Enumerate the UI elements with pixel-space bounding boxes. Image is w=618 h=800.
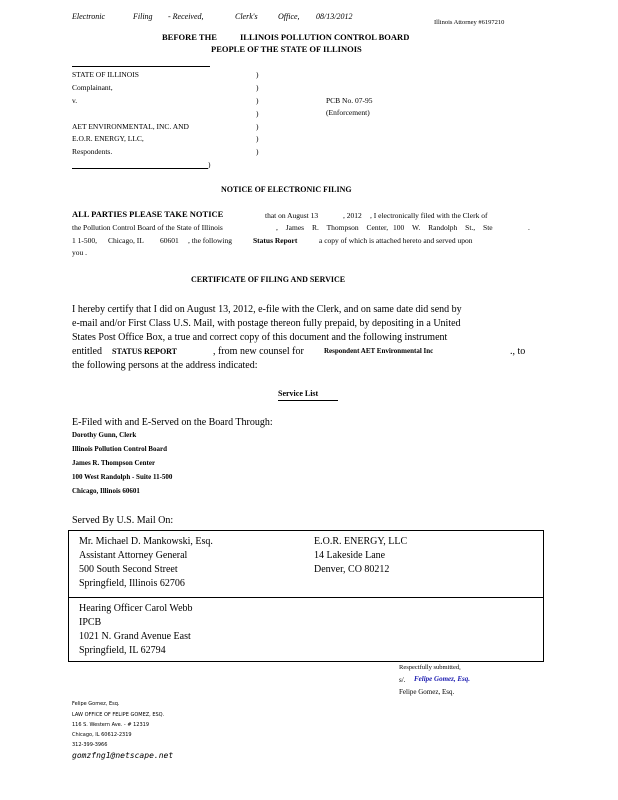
attorney-number: Illinois Attorney #6197210 <box>434 19 505 26</box>
notice-text: you . <box>72 248 87 257</box>
caption-plaintiff: STATE OF ILLINOIS <box>72 70 139 79</box>
signer-name: Felipe Gomez, Esq. <box>399 688 455 696</box>
caption-respondents: Respondents. <box>72 147 113 156</box>
certificate-respondent: Respondent AET Environmental Inc <box>324 347 434 355</box>
certificate-document: STATUS REPORT <box>112 347 177 356</box>
notice-title: NOTICE OF ELECTRONIC FILING <box>221 185 352 194</box>
certificate-line: the following persons at the address indicated: <box>72 360 258 371</box>
clerk-line: 100 West Randolph - Suite 11-500 <box>72 473 173 481</box>
caption-defendant1: AET ENVIRONMENTAL, INC. AND <box>72 122 189 131</box>
caption-paren: ) <box>256 122 259 131</box>
certificate-line: I hereby certify that I did on August 13, 2012, e-file with the Clerk, and on same date did send by <box>72 304 462 315</box>
heading-people: PEOPLE OF THE STATE OF ILLINOIS <box>211 44 362 54</box>
caption-v: v. <box>72 96 78 105</box>
clerk-line: Chicago, Illinois 60601 <box>72 487 140 495</box>
party-address-line: 1021 N. Grand Avenue East <box>79 631 191 642</box>
heading-before-the: BEFORE THE <box>162 32 217 42</box>
caption-paren: ) <box>256 147 259 156</box>
notice-text: the Pollution Control Board of the State of Illinois <box>72 223 223 232</box>
stamp-electronic: Electronic <box>72 12 106 21</box>
stamp-date: 08/13/2012 <box>316 12 353 21</box>
notice-text: . <box>528 223 530 232</box>
notice-text: , the following <box>188 236 232 245</box>
certificate-title: CERTIFICATE OF FILING AND SERVICE <box>191 275 346 284</box>
party-address-line: Denver, CO 80212 <box>314 564 390 575</box>
stamp-office: Office, <box>278 12 300 21</box>
notice-text: 1 1-500, <box>72 236 97 245</box>
service-list-underline <box>278 400 338 401</box>
caption-paren: ) <box>256 96 259 105</box>
caption-paren: ) <box>256 109 259 118</box>
notice-text: , James R. Thompson Center, <box>276 223 389 232</box>
mail-heading: Served By U.S. Mail On: <box>72 515 174 526</box>
case-type: (Enforcement) <box>326 108 370 117</box>
caption-paren: ) <box>256 134 259 143</box>
case-number: PCB No. 07-95 <box>326 96 373 105</box>
footer-line: 116 S. Western Ave. - # 12319 <box>72 722 149 728</box>
party-address-line: Hearing Officer Carol Webb <box>79 603 193 614</box>
footer-line: Felipe Gomez, Esq. <box>72 701 120 707</box>
certificate-line: , from new counsel for <box>213 346 304 357</box>
certificate-line: States Post Office Box, a true and correct copy of this document and the following instrument <box>72 332 448 343</box>
party-address-line: 14 Lakeside Lane <box>314 550 386 561</box>
stamp-clerks: Clerk's <box>235 12 258 21</box>
certificate-line: e-mail and/or First Class U.S. Mail, with postage thereon fully prepaid, by depositing in a United <box>72 318 461 329</box>
notice-lead: ALL PARTIES PLEASE TAKE NOTICE <box>72 209 224 219</box>
caption-bottom-rule <box>72 168 208 169</box>
stamp-received: - Received, <box>168 12 204 21</box>
footer-line: 312-399-3966 <box>72 742 108 748</box>
notice-document: Status Report <box>253 236 298 245</box>
notice-text: a copy of which is attached hereto and served upon <box>319 236 473 245</box>
party-address-line: E.O.R. ENERGY, LLC <box>314 536 408 547</box>
service-table-divider <box>68 597 544 598</box>
notice-text: 60601 <box>160 236 179 245</box>
service-list-title: Service List <box>278 389 319 398</box>
heading-board: ILLINOIS POLLUTION CONTROL BOARD <box>240 32 410 42</box>
footer-line: Chicago, IL 60612-2319 <box>72 732 132 738</box>
party-address-line: Mr. Michael D. Mankowski, Esq. <box>79 536 213 547</box>
caption-paren: ) <box>256 83 259 92</box>
notice-text: , I electronically filed with the Clerk of <box>370 211 488 220</box>
caption-bottom-paren: ) <box>208 160 211 169</box>
clerk-line: James R. Thompson Center <box>72 459 156 467</box>
caption-top-rule <box>72 66 210 67</box>
electronic-signature: Felipe Gomez, Esq. <box>414 675 470 683</box>
footer-line: LAW OFFICE OF FELIPE GOMEZ, ESQ. <box>72 712 165 718</box>
respectfully-submitted: Respectfully submitted, <box>399 664 461 671</box>
notice-text: that on August 13 <box>265 211 319 220</box>
signature-prefix: s/. <box>399 676 406 684</box>
caption-defendant2: E.O.R. ENERGY, LLC, <box>72 134 144 143</box>
certificate-line: ., to <box>510 346 526 357</box>
party-address-line: Springfield, Illinois 62706 <box>79 578 185 589</box>
clerk-line: Illinois Pollution Control Board <box>72 445 167 453</box>
party-address-line: 500 South Second Street <box>79 564 178 575</box>
notice-text: Chicago, IL <box>108 236 144 245</box>
certificate-line: entitled <box>72 346 102 357</box>
caption-complainant: Complainant, <box>72 83 113 92</box>
footer-email[interactable]: gomzfng1@netscape.net <box>72 751 174 760</box>
notice-text: , 2012 <box>343 211 362 220</box>
party-address-line: Springfield, IL 62794 <box>79 645 166 656</box>
efiled-heading: E-Filed with and E-Served on the Board Through: <box>72 417 273 428</box>
party-address-line: IPCB <box>79 617 102 628</box>
party-address-line: Assistant Attorney General <box>79 550 188 561</box>
caption-paren: ) <box>256 70 259 79</box>
notice-text: 100 W. Randolph St., Ste <box>393 223 493 232</box>
stamp-filing: Filing <box>133 12 153 21</box>
clerk-line: Dorothy Gunn, Clerk <box>72 431 137 439</box>
